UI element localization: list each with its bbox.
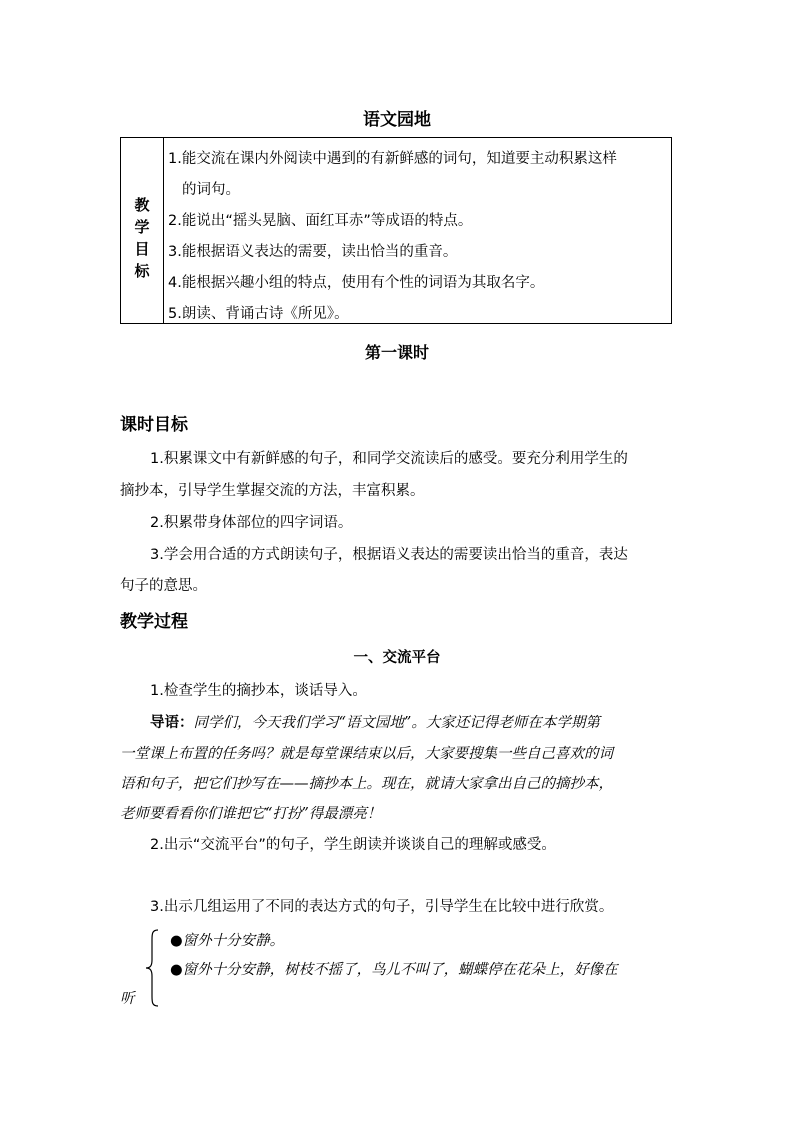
intro-line: 语和句子，把它们抄写在——摘抄本上。现在，就请大家拿出自己的摘抄本， — [120, 776, 613, 792]
section-heading: 一、交流平台 — [353, 650, 441, 666]
bullet-continuation: 听 — [120, 991, 135, 1007]
objectives-header — [121, 138, 164, 323]
objective-item: 的词句。 — [182, 182, 240, 198]
page-title: 语文园地 — [363, 110, 431, 130]
objectives-header-char: 学 — [134, 218, 150, 236]
objective-item: 5.朗读、背诵古诗《所见》。 — [168, 306, 349, 322]
objectives-header-char: 目 — [134, 240, 150, 258]
left-brace-icon — [144, 928, 162, 1008]
goal-line: 3.学会用合适的方式朗读句子，根据语义表达的需要读出恰当的重音，表达 — [150, 547, 628, 563]
intro-line: 一堂课上布置的任务吗？就是每堂课结束以后，大家要搜集一些自己喜欢的词 — [120, 746, 613, 762]
bullet-sentence: ●窗外十分安静，树枝不摇了，鸟儿不叫了，蝴蝶停在花朵上，好像在 — [170, 962, 618, 978]
intro-label: 导语： — [150, 715, 194, 731]
objectives-table — [120, 137, 672, 324]
objective-item: 2.能说出“摇头晃脑、面红耳赤”等成语的特点。 — [168, 213, 473, 229]
step-line: 3.出示几组运用了不同的表达方式的句子，引导学生在比较中进行欣赏。 — [150, 899, 614, 915]
bullet-sentence: ●窗外十分安静。 — [170, 933, 285, 949]
process-heading: 教学过程 — [120, 612, 188, 632]
goal-line: 2.积累带身体部位的四字词语。 — [150, 515, 353, 531]
objective-item: 1.能交流在课内外阅读中遇到的有新鲜感的词句，知道要主动积累这样 — [168, 151, 617, 167]
lesson-title: 第一课时 — [364, 343, 429, 362]
objectives-list — [164, 138, 671, 323]
step-line: 1.检查学生的摘抄本，谈话导入。 — [150, 683, 367, 699]
goal-line: 1.积累课文中有新鲜感的句子，和同学交流读后的感受。要充分利用学生的 — [150, 451, 628, 467]
lesson-goals-heading: 课时目标 — [120, 415, 188, 435]
objective-item: 4.能根据兴趣小组的特点，使用有个性的词语为其取名字。 — [168, 275, 545, 291]
goal-line: 摘抄本，引导学生掌握交流的方法，丰富积累。 — [120, 483, 425, 499]
objectives-header-char: 教 — [134, 196, 150, 214]
goal-line: 句子的意思。 — [120, 578, 207, 594]
step-line: 2.出示“交流平台”的句子，学生朗读并谈谈自己的理解或感受。 — [150, 837, 556, 853]
intro-line: 老师要看看你们谁把它“打扮”得最漂亮！ — [120, 806, 382, 822]
intro-line: 同学们，今天我们学习“语文园地”。大家还记得老师在本学期第 — [193, 715, 600, 731]
objectives-header-char: 标 — [134, 262, 150, 280]
objective-item: 3.能根据语义表达的需要，读出恰当的重音。 — [168, 244, 458, 260]
